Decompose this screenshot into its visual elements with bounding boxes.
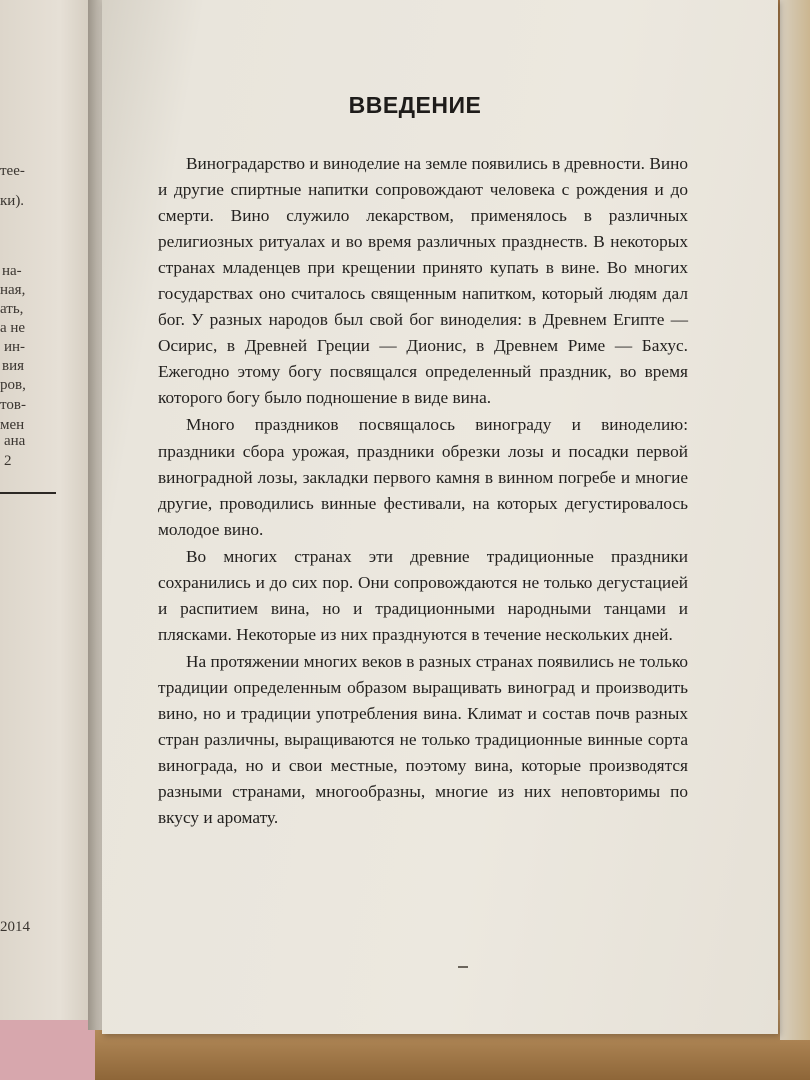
page-stack-edge (780, 0, 810, 1040)
left-page (0, 0, 100, 1020)
left-page-fragment: тее- (0, 163, 25, 179)
page-mark (458, 966, 468, 968)
left-page-fragment: мен (0, 417, 25, 433)
left-page-fragment: ная, (0, 282, 26, 298)
left-page-rule (0, 492, 56, 494)
paragraph: Много праздников посвящалось винограду и виноделию: праздники сбора урожая, праздники обрезки лозы и посадки первой виноградной лозы, закладки первого камня в винном погребе и многие другие, проводились винные фестивали, на которых дегустировалось молодое вино. (158, 415, 688, 539)
left-page-fragment: а не (0, 320, 26, 336)
left-page-fragment: ана (4, 433, 26, 449)
body-text (158, 151, 688, 831)
left-page-fragment: на- (2, 263, 22, 279)
left-page-fragment: ки). (0, 193, 25, 209)
left-page-year: 2014 (0, 919, 30, 935)
paragraph: Виноградарство и виноделие на земле появились в древности. Вино и другие спиртные напитки сопровождают человека с рождения и до смерти. Вино служило лекарством, применялось в различных религиозных ритуалах и во время различных празднеств. В некоторых странах младенцев при крещении принято купать в вине. Во многих государствах оно считалось священным напитком, который людям дал бог. У разных народов был свой бог виноделия: в Древнем Египте — Осирис, в Древней Греции — Дионис, в Древнем Риме — Бахус. Ежегодно этому богу посвящался определенный праздник, во время которого богу было подношение в виде вина. (158, 154, 688, 408)
left-page-fragment: тов- (0, 397, 26, 413)
paragraph: Во многих странах эти древние традиционные праздники сохранились и до сих пор. Они сопровождаются не только дегустацией и распитием вина, но и традиционными народными танцами и плясками. Некоторые из них празднуются в течение нескольких дней. (158, 546, 688, 644)
left-page-fragment: ин- (4, 339, 26, 355)
left-page-fragment: ров, (0, 377, 26, 393)
left-page-fragment: ать, (0, 301, 24, 317)
chapter-title: ВВЕДЕНИЕ (348, 92, 482, 118)
cover-edge (0, 1010, 95, 1080)
left-page-fragment: вия (2, 358, 25, 374)
left-page-fragment: 2 (4, 453, 12, 469)
paragraph: На протяжении многих веков в разных странах появились не только традиции определенным образом выращивать виноград и производить вино, но и традиции употребления вина. Климат и состав почв разных стран различны, выращиваются не только традиционные винные сорта винограда, но и свои местные, поэтому вина, которые производятся разными странами, многообразны, многие из них неповторимы по вкусу и аромату. (158, 651, 688, 828)
